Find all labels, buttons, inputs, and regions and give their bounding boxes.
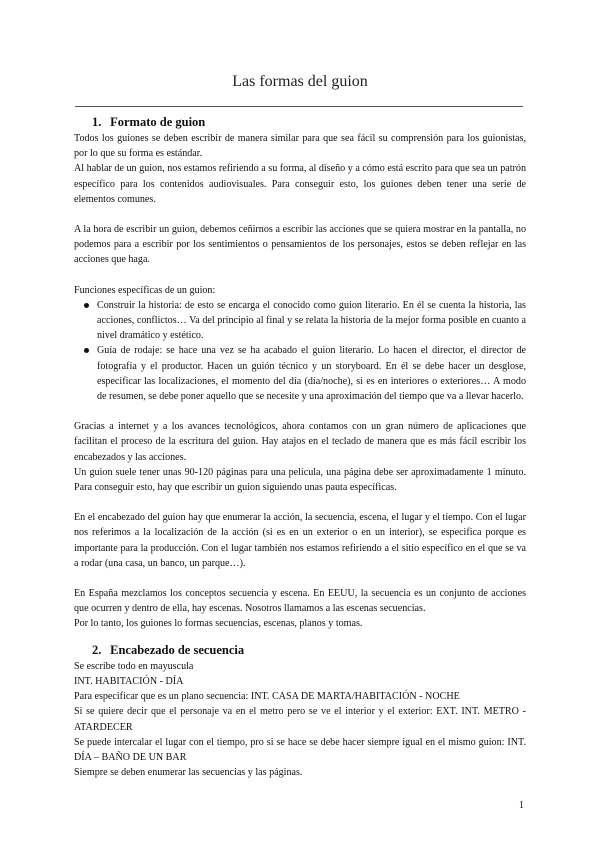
paragraph: Se escribe todo en mayuscula	[74, 660, 194, 672]
paragraph: Si se quiere decir que el personaje va en el metro pero se ve el interior y el exterior: EXT. INT. METRO - ATARDECER	[74, 706, 526, 733]
paragraph: Se puede intercalar el lugar con el tiempo, pro si se hace se debe hacer siempre igual en el mismo guion: INT. DÍA – BAÑO DE UN BAR	[74, 736, 526, 763]
paragraph: Siempre se deben enumerar las secuencias y las páginas.	[74, 767, 303, 779]
section-number: 1.	[92, 115, 102, 129]
page-number: 1	[519, 800, 524, 811]
paragraph: Para especificar que es un plano secuencia: INT. CASA DE MARTA/HABITACIÓN - NOCHE	[74, 691, 460, 703]
paragraph: INT. HABITACIÓN - DÍA	[74, 675, 184, 687]
paragraph: Un guion suele tener unas 90-120 páginas para una película, una página debe ser aproximadamente 1 minuto. Para conseguir esto, hay que escribir un guion siguiendo unas pauta específicas.	[74, 466, 526, 494]
list-item: Guía de rodaje: se hace una vez se ha acabado el guion literario. Lo hacen el director, el director de fotografía y el productor. Hacen un guión técnico y un storyboard. En él se debe hacer un desglose, especificar las localizaciones, el momento del día (día/noche), si es en interiores o exteriores… A modo de resumen, se debe poner aquello que se necesite y una aproximación del tiempo que va a llevar hacerlo.	[74, 343, 526, 404]
document-body	[74, 113, 526, 780]
paragraph: En el encabezado del guion hay que enumerar la acción, la secuencia, escena, el lugar y el tiempo. Con el lugar nos referimos a la localización de la acción (si es en un exterior o en un interior), se especifica porque es importante para la producción. Con el lugar también nos estamos refiriendo a el sitio específico en el que se va a rodar (una casa, un banco, un parque…).	[74, 512, 526, 569]
paragraph: Gracias a internet y a los avances tecnológicos, ahora contamos con un gran número de aplicaciones que facilitan el proceso de la escritura del guion. Hay atajos en el teclado de manera que es más fácil escribir los encabezados y las acciones.	[74, 421, 526, 463]
section-title: Encabezado de secuencia	[110, 642, 245, 657]
section-number: 2.	[92, 642, 102, 657]
section-heading-1	[74, 113, 526, 131]
paragraph: Todos los guiones se deben escribir de manera similar para que sea fácil su comprensión para los guionistas, por lo que su forma es estándar.	[74, 133, 526, 160]
paragraph: Funciones específicas de un guion:	[74, 284, 216, 296]
paragraph: Al hablar de un guion, nos estamos refiriendo a su forma, al diseño y a cómo está escrito para que sea un patrón específico para los contenidos audiovisuales. Para conseguir esto, los guiones deben tener una serie de elementos comunes.	[74, 163, 526, 205]
list-item: Construir la historia: de esto se encarga el conocido como guion literario. En él se cuenta la historia, las acciones, conflictos… Va del principio al final y se relata la historia de la mejor forma posible en cuanto a nivel dramático y estético.	[74, 298, 526, 344]
paragraph: Por lo tanto, los guiones lo formas secuencias, escenas, planos y tomas.	[74, 618, 363, 630]
section-heading-2	[74, 641, 526, 659]
title-divider	[75, 106, 523, 107]
page-title: Las formas del guion	[232, 73, 368, 90]
section-title: Formato de guion	[110, 115, 206, 129]
bullet-list	[74, 298, 526, 404]
paragraph: En España mezclamos los conceptos secuencia y escena. En EEUU, la secuencia es un conjunto de acciones que ocurren y dentro de ella, hay escenas. Nosotros llamamos a las escenas secuencias.	[74, 588, 526, 615]
paragraph: A la hora de escribir un guion, debemos ceñirnos a escribir las acciones que se quiera mostrar en la pantalla, no podemos para a escribir por los sentimientos o pensamientos de los personajes, estos se deben reflejar en las acciones que haga.	[74, 224, 526, 266]
